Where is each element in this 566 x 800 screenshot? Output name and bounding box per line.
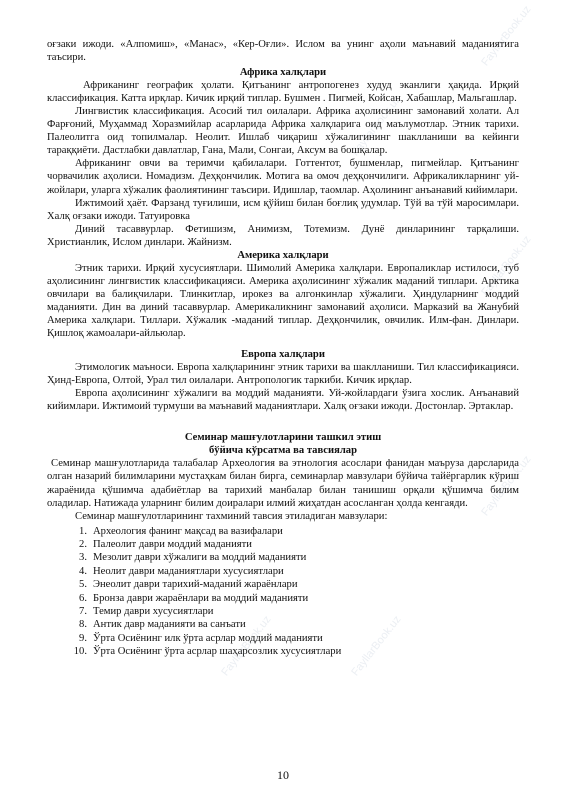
- list-item: [47, 605, 519, 618]
- list-text: Неолит даври маданиятлари хусусиятлари: [93, 565, 284, 577]
- list-text: Темир даври хусусиятлари: [93, 606, 214, 618]
- list-item: [47, 565, 519, 578]
- list-item: [47, 525, 519, 538]
- list-text: Антик давр маданияти ва санъати: [93, 619, 246, 631]
- watermark: FayllarBook.uz: [479, 233, 534, 299]
- list-number: 2.: [79, 539, 87, 551]
- africa-paragraph: Диний тасаввурлар. Фетишизм, Анимизм, Тотемизм. Дунё динларининг тарқалиши. Христианлик, Ислом динлари. Жайнизм.: [47, 223, 519, 248]
- europe-paragraph: Этимологик маъноси. Европа халқларининг этник тарихи ва шаклланиши. Тил классификацияси. Ҳинд-Европа, Олтой, Урал тил оилалари. Антропологик таркиби. Кичик ирқлар.: [47, 362, 519, 387]
- section-heading-africa: Африка халқлари: [239, 67, 327, 79]
- list-number: 9.: [79, 632, 87, 644]
- list-text: Палеолит даври моддий маданияти: [93, 539, 252, 551]
- watermark: FayllarBook.uz: [349, 613, 404, 679]
- list-number: 5.: [79, 579, 87, 591]
- list-item: [47, 645, 519, 658]
- watermark: FayllarBook.uz: [479, 3, 534, 69]
- section-heading-europe: Европа халқлари: [241, 349, 325, 361]
- list-text: Ўрта Осиёнинг ўрта асрлар шаҳарсозлик хусусиятлари: [93, 646, 342, 658]
- seminar-paragraph: Семинар машғулотларида талабалар Археология ва этнология асослари фанидан маъруза дарсларида олган назарий билимларини мустаҳкам билан бирга, семинарлар мавзулари бўйича тайёргарлик кўриш жараёнида қўшимча адабиётлар ва тарихий манбалар билан танишиш орқали қўшимча билим оладилар. Натижада уларнинг билим доиралари илмий жиҳатдан асосланган ҳолда кенгаяди.: [47, 458, 519, 509]
- list-item: [47, 592, 519, 605]
- document-page: [47, 38, 519, 659]
- list-number: 10.: [73, 646, 87, 658]
- intro-paragraph: оғзаки ижоди. «Алпомиш», «Манас», «Кер-Оғли». Ислом ва унинг аҳоли маънавий маданиятига таъсири.: [47, 39, 519, 64]
- list-item: [47, 618, 519, 631]
- list-text: Мезолит даври хўжалиги ва моддий маданияти: [93, 552, 307, 564]
- list-text: Энеолит даври тарихий-маданий жараёнлари: [93, 579, 298, 591]
- list-number: 7.: [79, 606, 87, 618]
- europe-paragraph: Европа аҳолисининг хўжалиги ва моддий маданияти. Уй-жойлардаги ўзига хослик. Анъанавий кийимлари. Ижтимоий турмуши ва маънавий маданиятлари. Халқ оғзаки ижоди. Достонлар. Эртаклар.: [47, 388, 519, 413]
- section-heading-america: Америка халқлари: [237, 249, 329, 261]
- africa-paragraph: Африканинг географик ҳолати. Қитъанинг антропогенез худуд эканлиги ҳақида. Ирқий классификация. Катта ирқлар. Кичик ирқий типлар. Бушмен . Пигмей, Койсан, Хабашлар, Мальгашлар.: [47, 80, 519, 105]
- watermark: FayllarBook.uz: [349, 93, 404, 159]
- topics-intro: Семинар машғулотларининг тахминий тавсия этиладиган мавзулари:: [75, 510, 388, 522]
- seminar-topic-list: [47, 525, 519, 659]
- africa-paragraph: Лингвистик классификация. Асосий тил оилалари. Африка аҳолисининг замонавий холати. Ал Фарғоний, Муҳаммад Хоразмийлар асарларида Африка халқларига оид маълумотлар. Этник тарихи. Палеолитга оид топилмалар. Неолит. Ишлаб чиқариш хўжалигининг шаклланиши ва кейинги тараққиёти. Дастлабки давлатлар, Гана, Мали, Сонгаи, Аксум ва бошқалар.: [47, 106, 519, 157]
- list-item: [47, 578, 519, 591]
- list-item: [47, 632, 519, 645]
- list-item: [47, 551, 519, 564]
- list-text: Бронза даври жараёнлари ва моддий маданияти: [93, 592, 309, 604]
- page-number: 10: [277, 768, 289, 782]
- watermark: FayllarBook.uz: [219, 613, 274, 679]
- seminar-heading-line1: Семинар машғулотларини ташкил этиш: [184, 432, 382, 444]
- africa-paragraph: Африканинг овчи ва теримчи қабилалари. Готтентот, бушменлар, пигмейлар. Қитъанинг чорвачилик аҳолиси. Номадизм. Деҳқончилик. Мотига ва омоч деҳқончилиги. Африкаликларнинг уй-жойлари, уларга хўжалик фаолиятининг таъсири. Идишлар, таомлар. Аҳолининг анъанавий кийимлари.: [47, 158, 519, 196]
- list-number: 3.: [79, 552, 87, 564]
- list-item: [47, 538, 519, 551]
- seminar-heading-line2: бўйича кўрсатма ва тавсиялар: [209, 445, 357, 457]
- africa-paragraph: Ижтимоий ҳаёт. Фарзанд туғилиши, исм қўйиш билан боғлиқ удумлар. Тўй ва тўй маросимлари. Халқ оғзаки ижоди. Татуировка: [47, 197, 519, 222]
- list-text: Археология фанинг мақсад ва вазифалари: [93, 525, 283, 537]
- america-paragraph: Этник тарихи. Ирқий хусусиятлари. Шимолий Америка халқлари. Европаликлар истилоси, туб аҳолисининг лингвистик классификацияси. Америка аҳолисининг хўжалик маданий типлари. Арктика овчилари ва балиқчилари. Тлинкитлар, ирокез ва алгонкинлар хўжалиги. Ҳиндуларнинг моддий маданияти. Дин ва диний тасаввурлар. Америкаликнинг замонавий аҳолиси. Марказий ва Жанубий Америка халқлари. Тиллари. Хўжалик -маданий типлар. Деҳқончилик, овчилик. Илм-фан. Динлари. Қишлоқ жамоалари-айльюлар.: [47, 262, 519, 340]
- watermark: FayllarBook.uz: [479, 453, 534, 519]
- list-number: 1.: [79, 525, 87, 537]
- list-text: Ўрта Осиёнинг илк ўрта асрлар моддий маданияти: [93, 632, 323, 644]
- list-number: 6.: [79, 592, 87, 604]
- list-number: 4.: [79, 565, 87, 577]
- list-number: 8.: [79, 619, 87, 631]
